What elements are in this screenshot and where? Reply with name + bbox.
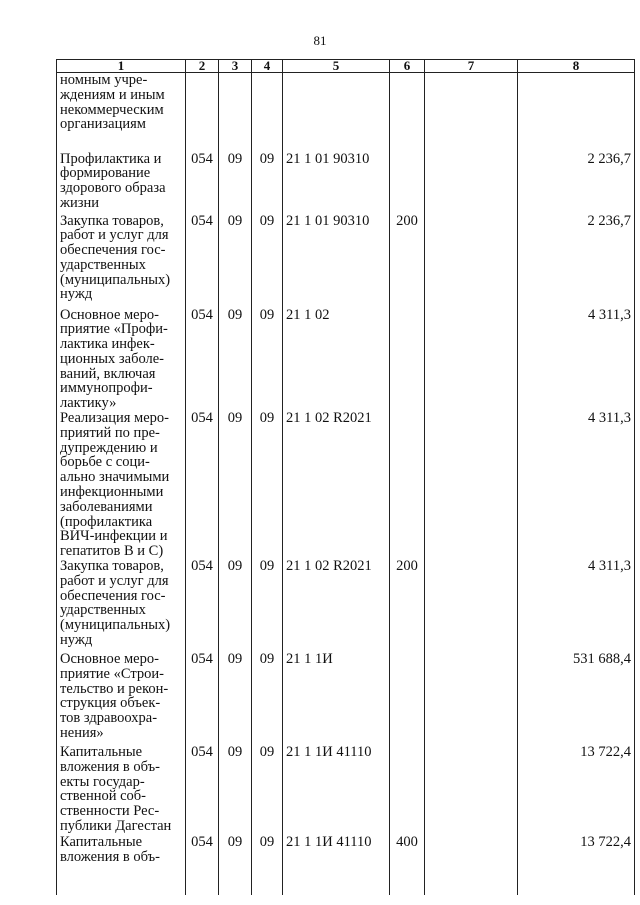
text-line: лактика инфек- bbox=[60, 336, 155, 353]
expense-type-code bbox=[390, 152, 425, 214]
ministry-code: 054 bbox=[186, 308, 219, 412]
table-row bbox=[57, 214, 635, 308]
text-line: публики Дагестан bbox=[60, 818, 172, 835]
text-line: нения» bbox=[60, 725, 104, 742]
text-line: Профилактика и bbox=[60, 150, 162, 167]
text-line: (муниципальных) bbox=[60, 617, 171, 634]
table-row bbox=[57, 411, 635, 559]
text-line: ждениям и иным bbox=[60, 86, 165, 103]
empty-cell bbox=[425, 73, 518, 152]
header-cell: 3 bbox=[219, 60, 252, 73]
target-article-code: 21 1 02 R2021 bbox=[283, 559, 390, 652]
text-line: здорового образа bbox=[60, 180, 166, 197]
text-line: екты государ- bbox=[60, 773, 145, 790]
expense-type-code bbox=[390, 411, 425, 559]
amount: 13 722,4 bbox=[518, 745, 635, 835]
ministry-code: 054 bbox=[186, 745, 219, 835]
header-cell: 8 bbox=[518, 60, 635, 73]
empty-cell bbox=[425, 652, 518, 745]
empty-cell bbox=[425, 152, 518, 214]
empty-cell bbox=[425, 745, 518, 835]
header-cell: 1 bbox=[57, 60, 186, 73]
text-line: нужд bbox=[60, 286, 93, 303]
text-line: Основное меро- bbox=[60, 306, 159, 323]
amount: 531 688,4 bbox=[518, 652, 635, 745]
expense-type-code: 400 bbox=[390, 835, 425, 895]
item-name bbox=[57, 835, 186, 895]
section-code: 09 bbox=[219, 652, 252, 745]
text-line: формирование bbox=[60, 165, 151, 182]
text-line: обеспечения гос- bbox=[60, 242, 166, 259]
text-line: ственности Рес- bbox=[60, 803, 160, 820]
item-name bbox=[57, 745, 186, 835]
text-line: ваний, включая bbox=[60, 365, 156, 382]
target-article-code: 21 1 1И bbox=[283, 652, 390, 745]
header-cell: 6 bbox=[390, 60, 425, 73]
empty-cell bbox=[425, 214, 518, 308]
item-name bbox=[57, 559, 186, 652]
header-cell: 5 bbox=[283, 60, 390, 73]
text-line: ударственных bbox=[60, 602, 146, 619]
section-code: 09 bbox=[219, 559, 252, 652]
target-article-code: 21 1 01 90310 bbox=[283, 152, 390, 214]
table-row bbox=[57, 559, 635, 652]
amount: 13 722,4 bbox=[518, 835, 635, 895]
subsection-code bbox=[252, 73, 283, 152]
item-name bbox=[57, 152, 186, 214]
text-line: заболеваниями bbox=[60, 498, 153, 515]
item-name bbox=[57, 652, 186, 745]
section-code: 09 bbox=[219, 411, 252, 559]
empty-cell bbox=[425, 411, 518, 559]
text-line: нужд bbox=[60, 632, 93, 649]
empty-cell bbox=[425, 835, 518, 895]
text-line: ударственных bbox=[60, 256, 146, 273]
text-line: ственной соб- bbox=[60, 788, 147, 805]
subsection-code: 09 bbox=[252, 835, 283, 895]
text-line: Основное меро- bbox=[60, 651, 159, 668]
expense-type-code bbox=[390, 652, 425, 745]
amount bbox=[518, 73, 635, 152]
text-line: приятие «Профи- bbox=[60, 321, 168, 338]
expense-type-code: 200 bbox=[390, 214, 425, 308]
expense-type-code bbox=[390, 308, 425, 412]
text-line: дупреждению и bbox=[60, 439, 158, 456]
table-row bbox=[57, 745, 635, 835]
ministry-code: 054 bbox=[186, 559, 219, 652]
text-line: лактику» bbox=[60, 395, 117, 412]
item-name bbox=[57, 411, 186, 559]
table-row bbox=[57, 73, 635, 152]
text-line: вложения в объ- bbox=[60, 758, 160, 775]
text-line: тов здравоохра- bbox=[60, 710, 158, 727]
ministry-code: 054 bbox=[186, 652, 219, 745]
target-article-code: 21 1 02 R2021 bbox=[283, 411, 390, 559]
ministry-code: 054 bbox=[186, 411, 219, 559]
text-line: гепатитов В и С) bbox=[60, 543, 164, 560]
table-row bbox=[57, 308, 635, 412]
ministry-code: 054 bbox=[186, 835, 219, 895]
amount: 4 311,3 bbox=[518, 308, 635, 412]
text-line: работ и услуг для bbox=[60, 572, 169, 589]
text-line: иммунопрофи- bbox=[60, 380, 153, 397]
text-line: (профилактика bbox=[60, 513, 153, 530]
text-line: некоммерческим bbox=[60, 101, 164, 118]
amount: 2 236,7 bbox=[518, 214, 635, 308]
amount: 4 311,3 bbox=[518, 411, 635, 559]
text-line: Реализация меро- bbox=[60, 410, 169, 427]
header-cell: 2 bbox=[186, 60, 219, 73]
text-line: Закупка товаров, bbox=[60, 558, 164, 575]
subsection-code: 09 bbox=[252, 308, 283, 412]
section-code: 09 bbox=[219, 308, 252, 412]
subsection-code: 09 bbox=[252, 152, 283, 214]
subsection-code: 09 bbox=[252, 411, 283, 559]
text-line: ционных заболе- bbox=[60, 350, 165, 367]
item-name bbox=[57, 308, 186, 412]
header-cell: 7 bbox=[425, 60, 518, 73]
empty-cell bbox=[425, 559, 518, 652]
text-line: вложения в объ- bbox=[60, 848, 160, 865]
text-line: обеспечения гос- bbox=[60, 587, 166, 604]
budget-table bbox=[56, 59, 635, 895]
target-article-code: 21 1 02 bbox=[283, 308, 390, 412]
text-line: организациям bbox=[60, 116, 146, 133]
text-line: приятий по пре- bbox=[60, 424, 160, 441]
subsection-code: 09 bbox=[252, 559, 283, 652]
item-name bbox=[57, 214, 186, 308]
text-line: борьбе с соци- bbox=[60, 454, 150, 471]
table-row bbox=[57, 652, 635, 745]
expense-type-code bbox=[390, 745, 425, 835]
text-line: жизни bbox=[60, 194, 100, 211]
page-number: 81 bbox=[313, 33, 327, 48]
table-row bbox=[57, 152, 635, 214]
text-line: Закупка товаров, bbox=[60, 212, 164, 229]
section-code: 09 bbox=[219, 835, 252, 895]
ministry-code: 054 bbox=[186, 214, 219, 308]
expense-type-code bbox=[390, 73, 425, 152]
text-line: ВИЧ-инфекции и bbox=[60, 528, 168, 545]
header-row bbox=[57, 60, 635, 73]
text-line: инфекционными bbox=[60, 484, 164, 501]
subsection-code: 09 bbox=[252, 652, 283, 745]
target-article-code bbox=[283, 73, 390, 152]
section-code: 09 bbox=[219, 152, 252, 214]
target-article-code: 21 1 1И 41110 bbox=[283, 745, 390, 835]
subsection-code: 09 bbox=[252, 214, 283, 308]
ministry-code bbox=[186, 73, 219, 152]
amount: 4 311,3 bbox=[518, 559, 635, 652]
subsection-code: 09 bbox=[252, 745, 283, 835]
target-article-code: 21 1 1И 41110 bbox=[283, 835, 390, 895]
text-line: Капитальные bbox=[60, 744, 143, 761]
expense-type-code: 200 bbox=[390, 559, 425, 652]
text-line: номным учре- bbox=[60, 72, 148, 88]
section-code: 09 bbox=[219, 214, 252, 308]
text-line: тельство и рекон- bbox=[60, 680, 169, 697]
header-cell: 4 bbox=[252, 60, 283, 73]
section-code: 09 bbox=[219, 745, 252, 835]
section-code bbox=[219, 73, 252, 152]
amount: 2 236,7 bbox=[518, 152, 635, 214]
item-name bbox=[57, 73, 186, 152]
text-line: приятие «Строи- bbox=[60, 665, 164, 682]
text-line: струкция объек- bbox=[60, 695, 161, 712]
text-line: работ и услуг для bbox=[60, 227, 169, 244]
table-body bbox=[57, 73, 635, 896]
empty-cell bbox=[425, 308, 518, 412]
text-line: Капитальные bbox=[60, 834, 143, 851]
text-line: (муниципальных) bbox=[60, 271, 171, 288]
ministry-code: 054 bbox=[186, 152, 219, 214]
target-article-code: 21 1 01 90310 bbox=[283, 214, 390, 308]
table-row bbox=[57, 835, 635, 895]
text-line: ально значимыми bbox=[60, 469, 170, 486]
